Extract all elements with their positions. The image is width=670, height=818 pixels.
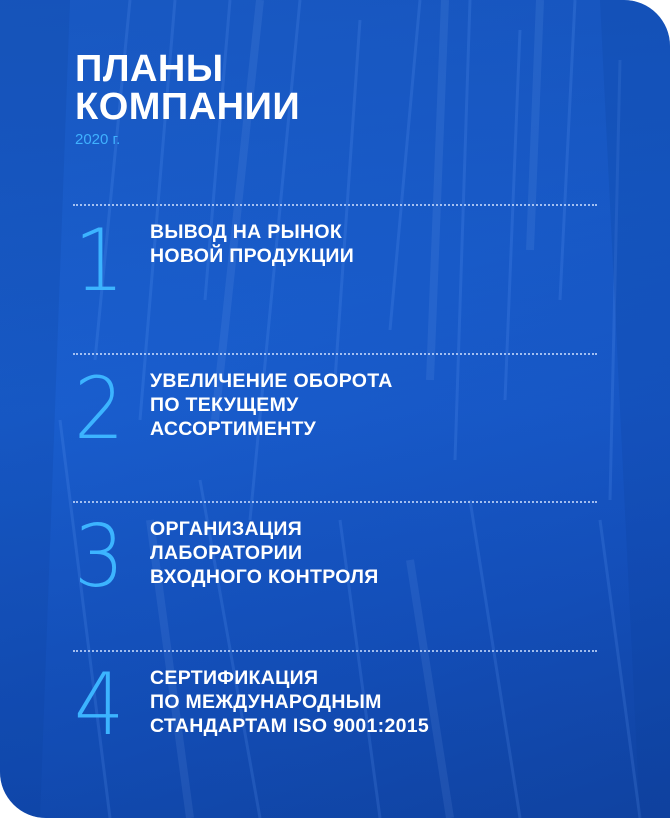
item-4-line-2: ПО МЕЖДУНАРОДНЫМ [150, 691, 382, 713]
item-1-line-2: НОВОЙ ПРОДУКЦИИ [150, 245, 355, 267]
item-4-line-1: СЕРТИФИКАЦИЯ [150, 667, 319, 689]
item-number-4: 4 [74, 655, 125, 755]
item-3-line-2: ЛАБОРАТОРИИ [150, 542, 303, 564]
item-3-line-3: ВХОДНОГО КОНТРОЛЯ [150, 566, 379, 588]
item-number-2: 2 [74, 359, 125, 459]
item-number-1: 1 [74, 211, 125, 311]
item-text-2 [150, 369, 393, 441]
divider-2 [73, 353, 597, 355]
title-line-2: КОМПАНИИ [75, 86, 301, 128]
item-3-line-1: ОРГАНИЗАЦИЯ [150, 518, 303, 540]
item-text-1 [150, 220, 354, 268]
page-title [75, 50, 300, 126]
item-text-3 [150, 517, 379, 589]
item-2-line-2: ПО ТЕКУЩЕМУ [150, 394, 299, 416]
title-line-1: ПЛАНЫ [75, 48, 224, 90]
item-text-4 [150, 666, 429, 738]
divider-4 [73, 650, 597, 652]
item-2-line-3: АССОРТИМЕНТУ [150, 418, 317, 440]
item-2-line-1: УВЕЛИЧЕНИЕ ОБОРОТА [150, 370, 393, 392]
divider-1 [73, 204, 597, 206]
year-label: 2020 г. [75, 131, 121, 148]
item-number-3: 3 [74, 507, 125, 607]
item-4-line-3: СТАНДАРТАМ ISO 9001:2015 [150, 715, 430, 737]
item-1-line-1: ВЫВОД НА РЫНОК [150, 221, 343, 243]
divider-3 [73, 501, 597, 503]
